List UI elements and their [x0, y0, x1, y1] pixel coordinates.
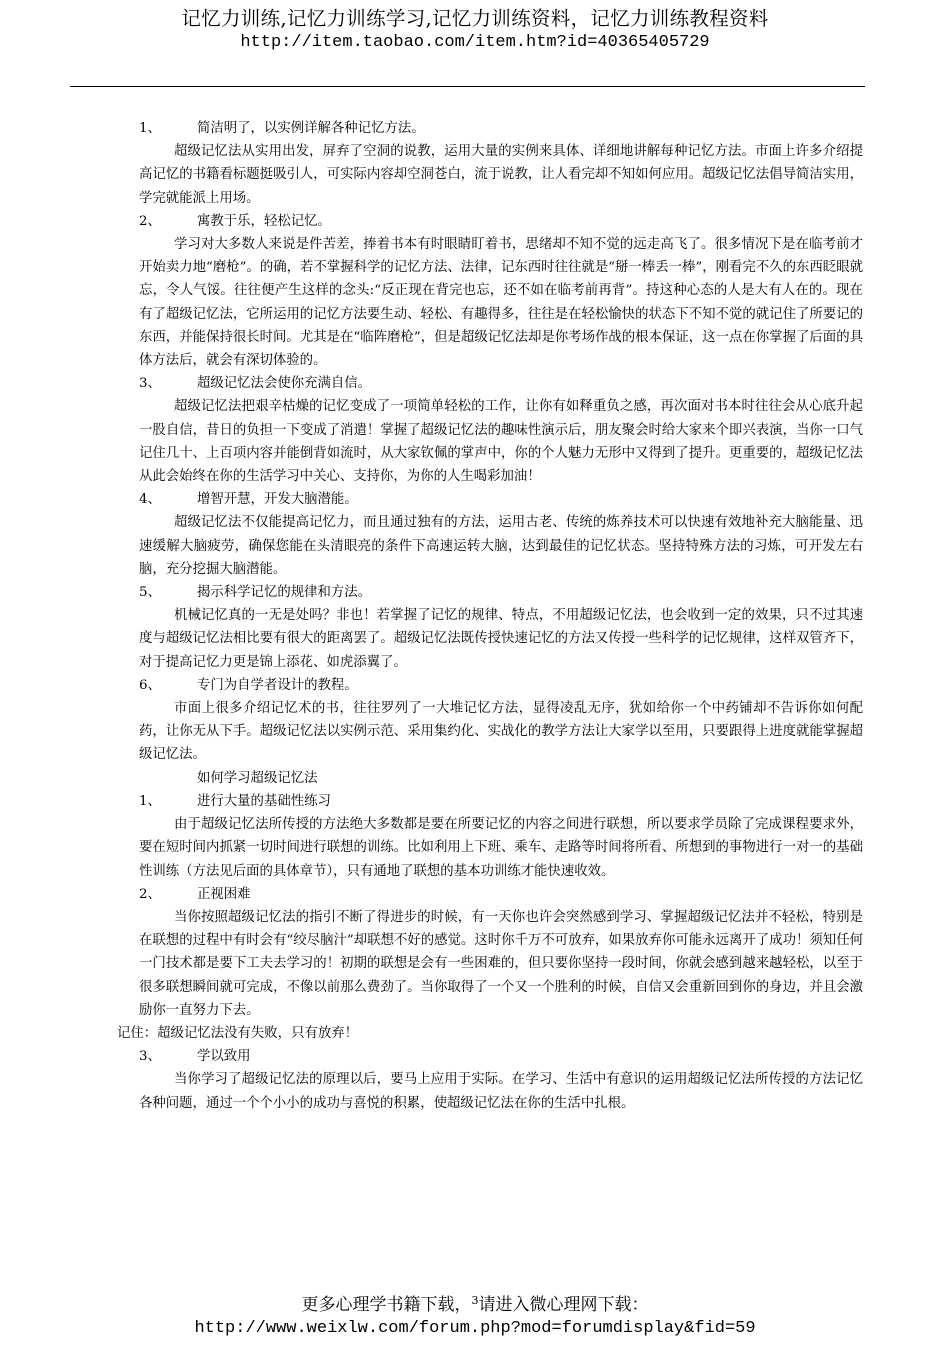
how-2-number: 2、: [139, 886, 161, 902]
footer-text-before: 更多心理学书籍下载，: [301, 1295, 472, 1315]
section-4-title: 增智开慧，开发大脑潜能。: [197, 492, 358, 508]
page-footer: [0, 1289, 950, 1341]
how-3-heading: [139, 1045, 863, 1068]
section-4-number: 4、: [139, 492, 161, 508]
page-number: 3: [471, 1294, 479, 1307]
section-3-number: 3、: [139, 376, 161, 392]
section-3-title: 超级记忆法会使你充满自信。: [197, 376, 372, 392]
section-2-heading: [139, 210, 863, 233]
section-6-title: 专门为自学者设计的教程。: [197, 677, 358, 693]
footer-url: http://www.weixlw.com/forum.php?mod=forumdisplay&fid=59: [194, 1319, 756, 1338]
how-3-title: 学以致用: [197, 1049, 251, 1065]
how-2-title: 正视困难: [197, 886, 251, 902]
section-1-title: 简洁明了，以实例详解各种记忆方法。: [197, 121, 425, 136]
how-2-heading: [139, 883, 863, 906]
section-3-paragraph: 超级记忆法把艰辛枯燥的记忆变成了一项简单轻松的工作，让你有如释重负之感，再次面对书本时往往会从心底升起一股自信，昔日的负担一下变成了消遣！掌握了超级记忆法的趣味性演示后，朋友聚会时给大家来个即兴表演，当你一口气记住几十、上百项内容并能倒背如流时，从大家钦佩的掌声中，你的个人魅力无形中又得到了提升。更重要的，超级记忆法从此会始终在你的生活学习中关心、支持你，为你的人生喝彩加油！: [139, 399, 863, 485]
section-5-title: 揭示科学记忆的规律和方法。: [197, 585, 372, 601]
remember-note: 记住：超级记忆法没有失败，只有放弃！: [117, 1025, 359, 1041]
section-2-number: 2、: [139, 213, 161, 229]
section-2-paragraph: 学习对大多数人来说是件苦差，捧着书本有时眼睛盯着书，思绪却不知不觉的远走高飞了。很多情况下是在临考前才开始卖力地“磨枪”。的确，若不掌握科学的记忆方法、法律，记东西时往往就是“掰一棒丢一棒”，刚看完不久的东西眨眼就忘，令人气馁。往往便产生这样的念头:“反正现在背完也忘，还不如在临考前再背”。持这种心态的人是大有人在的。现在有了超级记忆法，它所运用的记忆方法要生动、轻松、有趣得多，往往是在轻松愉快的状态下不知不觉的就记住了所要记的东西，并能保持很长时间。尤其是在“临阵磨枪”，但是超级记忆法却是你考场作战的根本保证，这一点在你掌握了后面的具体方法后，就会有深切体验的。: [139, 237, 863, 369]
section-6-heading: [139, 674, 863, 697]
how-1-number: 1、: [139, 793, 161, 809]
section-4-paragraph: 超级记忆法不仅能提高记忆力，而且通过独有的方法，运用古老、传统的炼养技术可以快速有效地补充大脑能量、迅速缓解大脑疲劳，确保您能在头清眼亮的条件下高速运转大脑，达到最佳的记忆状态。坚持特殊方法的习炼，可开发左右脑，充分挖掘大脑潜能。: [139, 515, 863, 577]
section-4-heading: [139, 488, 863, 511]
section-1-heading: [139, 117, 863, 140]
how-1-paragraph: 由于超级记忆法所传授的方法绝大多数都是要在所要记忆的内容之间进行联想，所以要求学员除了完成课程要求外，要在短时间内抓紧一切时间进行联想的训练。比如利用上下班、乘车、走路等时间将所看、所想到的事物进行一对一的基础性训练（方法见后面的具体章节），只有通地了联想的基本功训练才能快速收效。: [139, 817, 863, 879]
section-2-title: 寓教于乐，轻松记忆。: [197, 213, 331, 229]
how-2-paragraph: 当你按照超级记忆法的指引不断了得进步的时候，有一天你也许会突然感到学习、掌握超级记忆法并不轻松，特别是在联想的过程中有时会有“绞尽脑汁”却联想不好的感觉。这时你千万不可放弃，如果放弃你可能永远离开了成功！须知任何一门技术都是要下工夫去学习的！初期的联想是会有一些困难的，但只要你坚持一段时间，你就会感到越来越轻松，以至于很多联想瞬间就可完成，不像以前那么费劲了。当你取得了一个又一个胜利的时候，自信又会重新回到你的身边，并且会激励你一直努力下去。: [139, 909, 863, 1018]
document-body: [117, 117, 863, 1115]
header-divider: [70, 86, 865, 87]
section-1-number: 1、: [139, 121, 161, 136]
section-5-paragraph: 机械记忆真的一无是处吗？非也！若掌握了记忆的规律、特点，不用超级记忆法，也会收到一定的效果，只不过其速度与超级记忆法相比要有很大的距离罢了。超级记忆法既传授快速记忆的方法又传授一些科学的记忆规律，这样双管齐下，对于提高记忆力更是锦上添花、如虎添翼了。: [139, 608, 863, 670]
section-5-number: 5、: [139, 585, 161, 601]
how-1-heading: [139, 790, 863, 813]
how-to-learn-heading: 如何学习超级记忆法: [197, 770, 318, 786]
section-6-number: 6、: [139, 677, 161, 693]
header-url: http://item.taobao.com/item.htm?id=40365405729: [240, 33, 710, 52]
page-header: [0, 6, 950, 54]
how-3-number: 3、: [139, 1049, 161, 1065]
how-1-title: 进行大量的基础性练习: [197, 793, 331, 809]
footer-text-after: 请进入微心理网下载：: [478, 1295, 649, 1315]
section-5-heading: [139, 581, 863, 604]
footer-text: [0, 1289, 950, 1317]
header-title: 记忆力训练,记忆力训练学习,记忆力训练资料，记忆力训练教程资料: [181, 7, 769, 30]
section-3-heading: [139, 372, 863, 395]
section-1-paragraph: 超级记忆法从实用出发，屏弃了空洞的说教，运用大量的实例来具体、详细地讲解每种记忆方法。市面上许多介绍提高记忆的书籍看标题挺吸引人，可实际内容却空洞苍白，流于说教，让人看完却不知如何应用。超级记忆法倡导简洁实用，学完就能派上用场。: [139, 144, 863, 206]
section-6-paragraph: 市面上很多介绍记忆术的书，往往罗列了一大堆记忆方法，显得凌乱无序，犹如给你一个中药铺却不告诉你如何配药，让你无从下手。超级记忆法以实例示范、采用集约化、实战化的教学方法让大家学以至用，只要跟得上进度就能掌握超级记忆法。: [139, 701, 863, 763]
how-3-paragraph: 当你学习了超级记忆法的原理以后，要马上应用于实际。在学习、生活中有意识的运用超级记忆法所传授的方法记忆各种问题，通过一个个小小的成功与喜悦的积累，使超级记忆法在你的生活中扎根。: [139, 1072, 863, 1111]
